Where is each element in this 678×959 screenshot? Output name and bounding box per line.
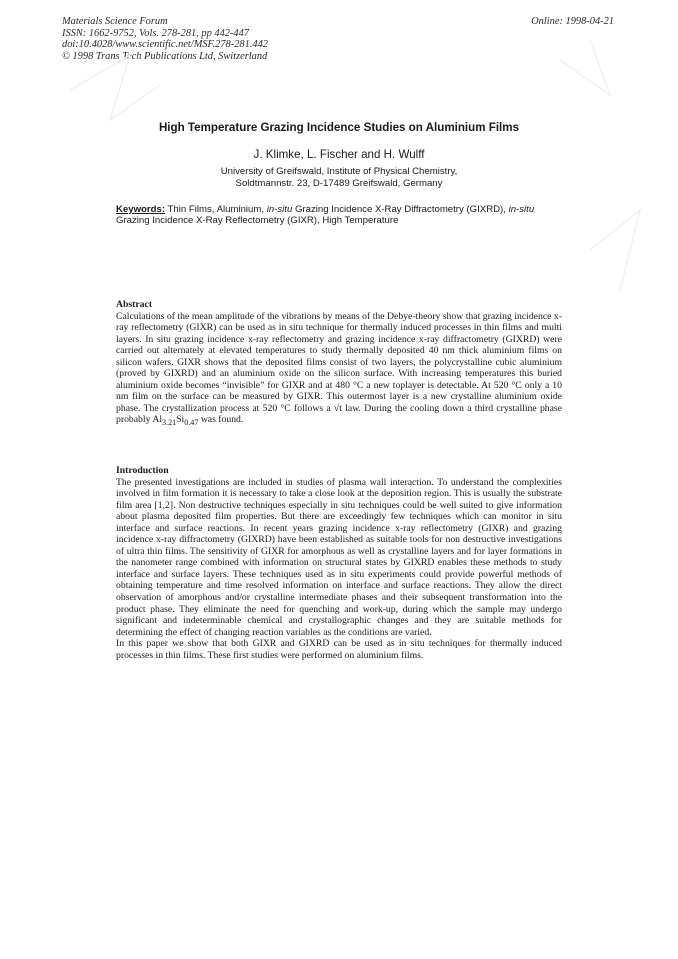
affiliation [0, 166, 678, 190]
abstract-body: was found. [198, 414, 244, 426]
publication-info [62, 16, 268, 62]
issn-line: ISSN: 1662-9752, Vols. 278-281, pp 442-447 [62, 27, 250, 39]
copyright-line: © 1998 Trans Tech Publications Ltd, Switzerland [62, 50, 268, 62]
keywords-label: Keywords: [116, 204, 166, 215]
introduction-section [116, 465, 562, 661]
keywords-text: Grazing Incidence X-Ray Reflectometry (GIXR), High Temperature [116, 215, 399, 227]
online-date: Online: 1998-04-21 [531, 16, 614, 27]
abstract-heading: Abstract [116, 299, 153, 310]
paper-title: High Temperature Grazing Incidence Studies on Aluminium Films [158, 121, 520, 134]
affiliation-line-1: University of Greifswald, Institute of Physical Chemistry, [220, 166, 458, 177]
keywords-text: Thin Films, Aluminium, [165, 204, 267, 215]
introduction-heading: Introduction [116, 465, 169, 476]
keywords-italic: in-situ [266, 204, 293, 215]
abstract-section [116, 299, 562, 429]
subscript: 0.47 [184, 418, 199, 428]
journal-name: Materials Science Forum [62, 16, 168, 27]
abstract-body: Si [176, 414, 185, 426]
introduction-paragraph-2: In this paper we show that both GIXR and GIXRD can be used as in situ techniques for thermally induced processes in thin films. These first studies were performed on aluminium films. [116, 638, 562, 661]
keywords-text: Grazing Incidence X-Ray Diffractometry (GIXRD), [292, 204, 509, 215]
introduction-paragraph-1: The presented investigations are included in studies of plasma wall interaction. To understand the complexities involved in film formation it is necessary to take a close look at the deposition region. This is usually the substrate film area [1,2]. Non destructive techniques especially in situ techniques could be well suited to give information about plasma deposited film properties. But there are exceedingly few techniques which can monitor in situ interface and surface reactions. In recent years grazing incidence x-ray reflectometry (GIXR) and grazing incidence x-ray diffractometry (GIXRD) have been established as suitable tools for non destructive investigations of ultra thin films. The sensitivity of GIXR for amorphous as well as crystalline layers and for layer formations in the nanometer range combined with information on structural states by GIXRD enables these methods to study interface and surface layers. These techniques used as in situ experiments could provide powerful methods of obtaining temperature and time resolved information on interface and surface reactions. They allow the direct observation of amorphous and/or crystalline intermediate phases and their subsequent transformation into the product phase. They eliminate the need for quenching and work-up, during which the sample may undergo significant and indeterminable chemical and crystallographic changes and they are suitable methods for determining the effect of changing reaction variables as the conditions are varied. [116, 476, 562, 638]
doi-line[interactable]: doi:10.4028/www.scientific.net/MSF.278-281.442 [62, 39, 268, 51]
abstract-text [116, 311, 562, 429]
keywords [116, 204, 564, 227]
keywords-italic: in-situ [508, 204, 535, 215]
subscript: 3.21 [162, 418, 177, 428]
author-list: J. Klimke, L. Fischer and H. Wulff [253, 148, 425, 161]
abstract-body: Calculations of the mean amplitude of the vibrations by means of the Debye-theory show that grazing incidence x-ray reflectometry (GIXR) can be used as in situ technique for thermally induced processes in thin films and multi layers. In situ grazing incidence x-ray reflectometry and grazing incidence x-ray diffractometry (GIXRD) were carried out alternately at elevated temperatures to study thermally deposited 40 nm thick aluminium films on silicon wafers. GIXR shows that the deposited films consist of two layers, the polycrystalline cubic aluminium (proved by GIXRD) and an aluminium oxide on the silicon surface. With increasing temperatures this buried aluminium oxide becomes “invisible” for GIXR and at 480 °C a new toplayer is detectable. At 520 °C only a 10 nm film on the surface can be measured by GIXR. This outermost layer is a new crystalline aluminium oxide phase. The crystallization process at 520 °C follows a √t law. During the cooling down a third crystalline phase probably Al [116, 310, 562, 426]
affiliation-line-2: Soldtmannstr. 23, D-17489 Greifswald, Germany [235, 178, 443, 189]
